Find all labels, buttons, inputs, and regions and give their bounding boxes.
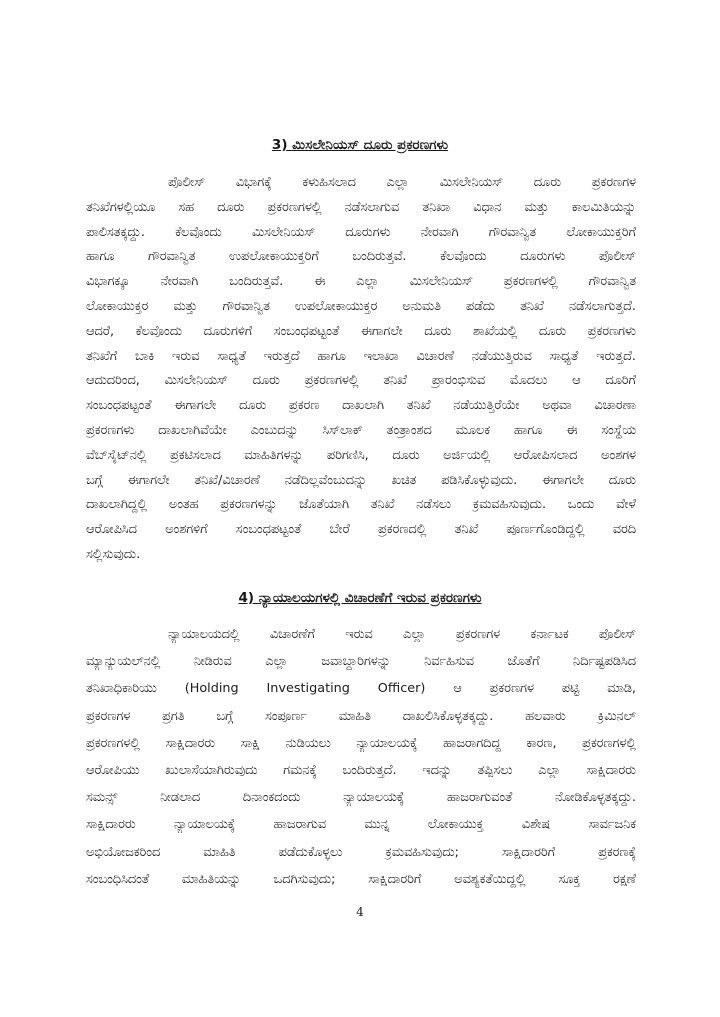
text-line: ಅಭಿಯೋಜಕರಿಂದ ಮಾಹಿತಿ ಪಡೆದುಕೊಳ್ಳಲು ಕ್ರಮವಹಿಸುವುದು; ಸಾಕ್ಷಿದಾರರಿಗೆ ಪ್ರಕರಣಕ್ಕೆ (86, 844, 636, 860)
section-3-heading: 3) ಮಿಸಲೇನಿಯಸ್ ದೂರು ಪ್ರಕರಣಗಳು (271, 137, 449, 153)
text-line: ವಿಭಾಗಕ್ಕೂ ನೇರವಾಗಿ ಬಂದಿರುತ್ತವೆ. ಈ ಎಲ್ಲಾ ಮಿಸಲೇನಿಯಸ್ ಪ್ರಕರಣಗಳಲ್ಲಿ ಗೌರವಾನ್ವಿತ (86, 274, 636, 290)
text-line: ಮ್ಯಾನ್ಯುಯಲ್‌ನಲ್ಲಿ ನೀಡಿರುವ ಎಲ್ಲಾ ಜವಾಬ್ದಾರಿಗಳನ್ನು ನಿರ್ವಹಿಸುವ ಜೊತೆಗೆ ನಿರ್ದಿಷ್ಟಪಡಿಸಿದ (86, 654, 636, 670)
text-line: ಸಾಕ್ಷಿದಾರರು ನ್ಯಾಯಾಲಯಕ್ಕೆ ಹಾಜರಾಗುವ ಮುನ್ನ ಲೋಕಾಯುಕ್ತ ವಿಶೇಷ ಸಾರ್ವಜನಿಕ (86, 817, 636, 833)
text-line: ಆದುದರಿಂದ, ಮಿಸಲೇನಿಯಸ್ ದೂರು ಪ್ರಕರಣಗಳಲ್ಲಿ ತನಿಖೆ ಪ್ರಾರಂಭಿಸುವ ಮೊದಲು ಆ ದೂರಿಗೆ (86, 373, 636, 389)
text-line: ತನಿಖೆಗಳಲ್ಲಿಯೂ ಸಹ ದೂರು ಪ್ರಕರಣಗಳಲ್ಲಿ ನಡೆಸಲಾಗುವ ತನಿಖಾ ವಿಧಾನ ಮತ್ತು ಕಾಲಮಿತಿಯನ್ನು (86, 199, 636, 215)
text-line: ದಾಖಲಾಗಿದ್ದಲ್ಲಿ ಅಂತಹ ಪ್ರಕರಣಗಳನ್ನು ಜೊತೆಯಾಗಿ ತನಿಖೆ ನಡೆಸಲು ಕ್ರಮವಹಿಸುವುದು. ಒಂದು ವೇಳೆ (86, 497, 636, 513)
text-line: ಬಗ್ಗೆ ಈಗಾಗಲೇ ತನಿಖೆ/ವಿಚಾರಣೆ ನಡೆದಿಲ್ಲವೆಂಬುದನ್ನು ಖಚಿತ ಪಡಿಸಿಕೊಳ್ಳುವುದು. ಈಗಾಗಲೇ ದೂರು (86, 472, 636, 488)
text-line: ತನಿಖಾಧಿಕಾರಿಯು (Holding Investigating Officer) ಆ ಪ್ರಕರಣಗಳ ಪಟ್ಟಿ ಮಾಡಿ, (86, 681, 636, 697)
text-line: ಪ್ರಕರಣಗಳ ಪ್ರಗತಿ ಬಗ್ಗೆ ಸಂಪೂರ್ಣ ಮಾಹಿತಿ ದಾಖಲಿಸಿಕೊಳ್ಳತಕ್ಕದ್ದು. ಹಲವಾರು ಕ್ರಿಮಿನಲ್ (86, 708, 636, 724)
text-line: ಪ್ರಕರಣಗಳಲ್ಲಿ ಸಾಕ್ಷಿದಾರರು ಸಾಕ್ಷಿ ನುಡಿಯಲು ನ್ಯಾಯಾಲಯಕ್ಕೆ ಹಾಜರಾಗದಿದ್ದ ಕಾರಣ, ಪ್ರಕರಣಗಳಲ್ಲಿ (86, 735, 636, 751)
text-line: ಪೊಲೀಸ್ ವಿಭಾಗಕ್ಕೆ ಕಳುಹಿಸಲಾದ ಎಲ್ಲಾ ಮಿಸಲೇನಿಯಸ್ ದೂರು ಪ್ರಕರಣಗಳ (168, 175, 636, 190)
text-line: ವೆಬ್‌ಸೈಟ್‌ನಲ್ಲಿ ಪ್ರಕಟಿಸಲಾದ ಮಾಹಿತಿಗಳನ್ನು ಪರಿಗಣಿಸಿ, ದೂರು ಅರ್ಜಿಯಲ್ಲಿ ಆರೋಪಿಸಲಾದ ಅಂಶಗಳ (86, 447, 636, 463)
text-line: ಆರೋಪಿಸಿದ ಅಂಶಗಳಿಗೆ ಸಂಬಂಧಪಟ್ಟಂತೆ ಬೇರೆ ಪ್ರಕರಣದಲ್ಲಿ ತನಿಖೆ ಪೂರ್ಣಗೊಂಡಿದ್ದಲ್ಲಿ ವರದಿ (86, 522, 636, 538)
text-line: ಪ್ರಕರಣಗಳು ದಾಖಲಾಗಿವೆಯೇ ಎಂಬುದನ್ನು ಸಿಸ್‌ಲಾಕ್ ತಂತ್ರಾಂಶದ ಮೂಲಕ ಹಾಗೂ ಈ ಸಂಸ್ಥೆಯ (86, 423, 636, 438)
page-number: 4 (356, 905, 364, 919)
text-line: ನ್ಯಾಯಾಲಯದಲ್ಲಿ ವಿಚಾರಣೆಗೆ ಇರುವ ಎಲ್ಲಾ ಪ್ರಕರಣಗಳ ಕರ್ನಾಟಕ ಪೊಲೀಸ್ (168, 627, 636, 642)
text-line: ಆರೋಪಿಯು ಖುಲಾಸೆಯಾಗಿರುವುದು ಗಮನಕ್ಕೆ ಬಂದಿರುತ್ತದೆ. ಇದನ್ನು ತಪ್ಪಿಸಲು ಎಲ್ಲಾ ಸಾಕ್ಷಿದಾರರು (86, 763, 636, 778)
text-line: ಸಲ್ಲಿಸುವುದು. (86, 547, 141, 562)
text-line: ಆದರೆ, ಕೆಲವೊಂದು ದೂರುಗಳಿಗೆ ಸಂಬಂಧಪಟ್ಟಂತೆ ಈಗಾಗಲೇ ದೂರು ಶಾಖೆಯಲ್ಲಿ ದೂರು ಪ್ರಕರಣಗಳು (86, 323, 636, 339)
text-line: ಪಾಲಿಸತಕ್ಕದ್ದು. ಕೆಲವೊಂದು ಮಿಸಲೇನಿಯಸ್ ದೂರುಗಳು ನೇರವಾಗಿ ಗೌರವಾನ್ವಿತ ಲೋಕಾಯುಕ್ತರಿಗೆ (86, 224, 636, 240)
text-line: ಸಂಬಂಧಪಟ್ಟಂತೆ ಈಗಾಗಲೇ ದೂರು ಪ್ರಕರಣ ದಾಖಲಾಗಿ ತನಿಖೆ ನಡೆಯುತ್ತಿರೆಯೇ ಅಥವಾ ವಿಚಾರಣಾ (86, 398, 636, 414)
text-line: ತನಿಖೆಗೆ ಬಾಕಿ ಇರುವ ಸಾಧ್ಯತೆ ಇರುತ್ತದೆ ಹಾಗೂ ಇಲಾಖಾ ವಿಚಾರಣೆ ನಡೆಯುತ್ತಿರುವ ಸಾಧ್ಯತೆ ಇರುತ್ತದೆ. (86, 348, 636, 364)
text-line: ಸಮನ್ಸ್ ನೀಡಲಾದ ದಿನಾಂಕದಂದು ನ್ಯಾಯಾಲಯಕ್ಕೆ ಹಾಜರಾಗುವಂತೆ ನೋಡಿಕೊಳ್ಳತಕ್ಕದ್ದು. (86, 790, 636, 806)
text-line: ಹಾಗೂ ಗೌರವಾನ್ವಿತ ಉಪಲೋಕಾಯುಕ್ತರಿಗೆ ಬಂದಿರುತ್ತವೆ. ಕೆಲವೊಂದು ದೂರುಗಳು ಪೊಲೀಸ್ (86, 249, 636, 265)
section-4-heading: 4) ನ್ಯಾಯಾಲಯಗಳಲ್ಲಿ ವಿಚಾರಣೆಗೆ ಇರುವ ಪ್ರಕರಣಗಳು (238, 590, 482, 606)
text-line: ಸಂಬಂಧಿಸಿದಂತೆ ಮಾಹಿತಿಯನ್ನು ಒದಗಿಸುವುದು; ಸಾಕ್ಷಿದಾರರಿಗೆ ಅವಶ್ಯಕತೆಯಿದ್ದಲ್ಲಿ ಸೂಕ್ತ ರಕ್ಷಣೆ (86, 871, 636, 887)
text-line: ಲೋಕಾಯುಕ್ತರ ಮತ್ತು ಗೌರವಾನ್ವಿತ ಉಪಲೋಕಾಯುಕ್ತರ ಅನುಮತಿ ಪಡೆದು ತನಿಖೆ ನಡೆಸಲಾಗುತ್ತದೆ. (86, 299, 636, 314)
